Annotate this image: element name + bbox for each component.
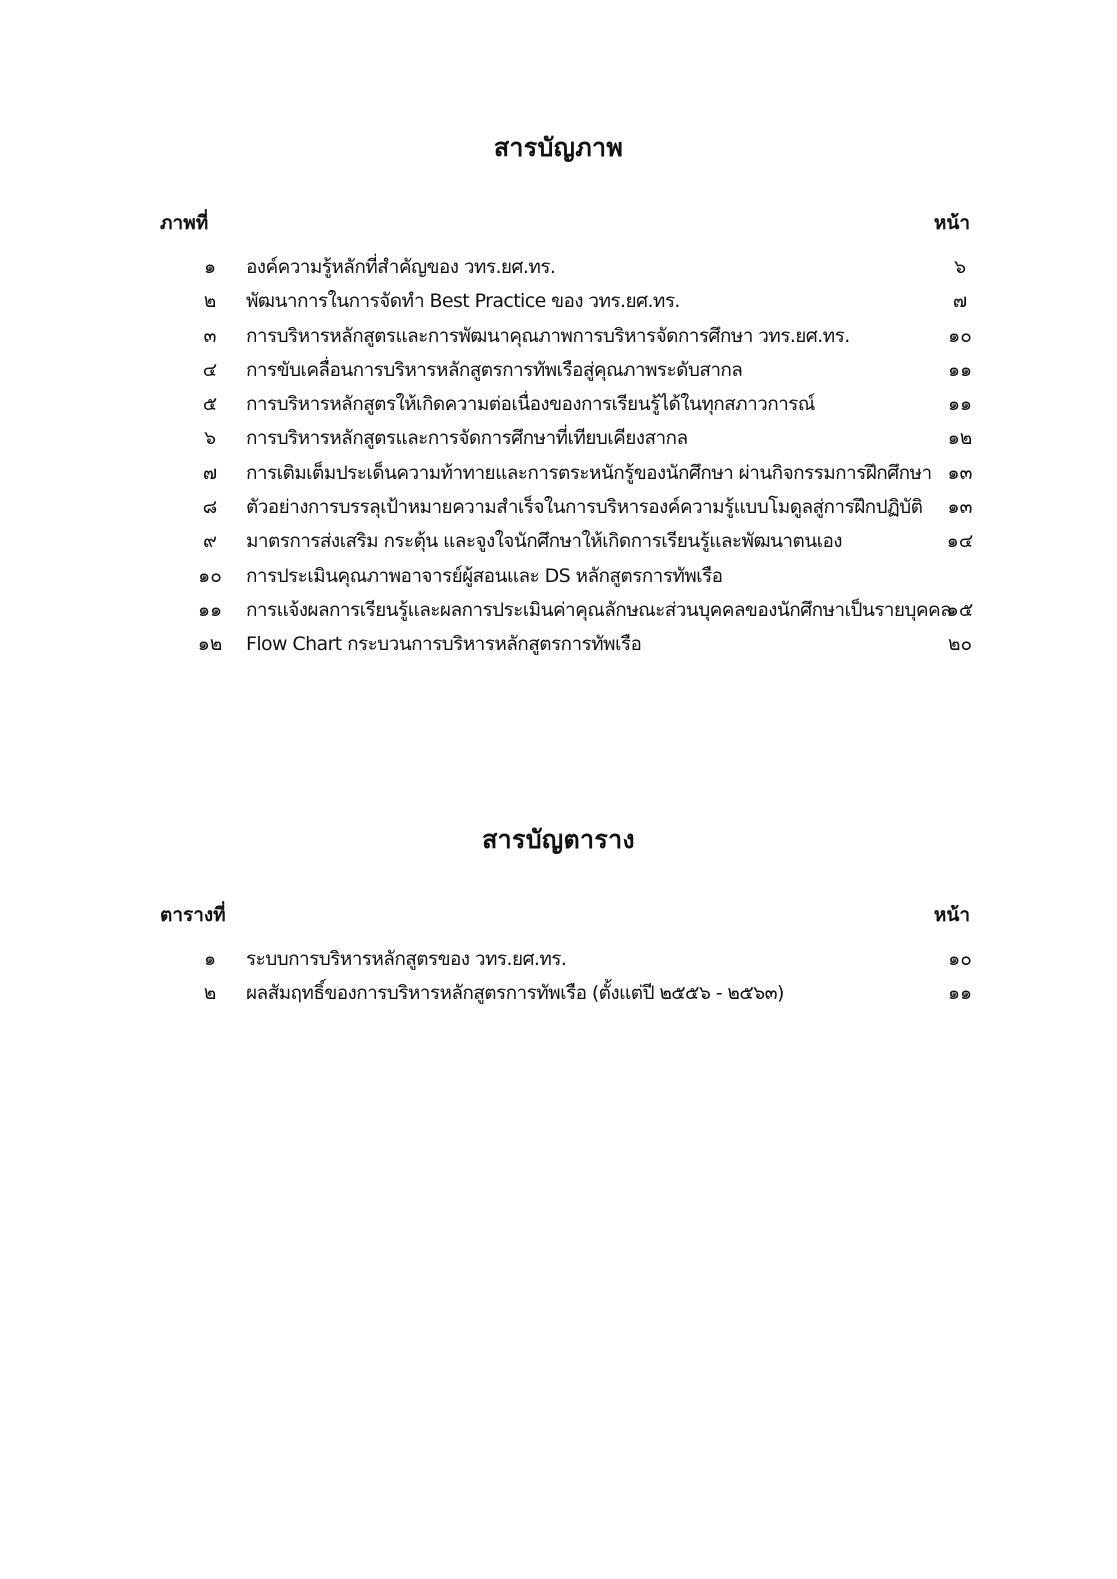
- entry-title: Flow Chart กระบวนการบริหารหลักสูตรการทัพเรือ: [246, 633, 642, 656]
- tables-entries: [0, 940, 1117, 1009]
- figure-list-row: [0, 557, 1117, 591]
- entry-page-number: ๑๔: [946, 530, 974, 553]
- figure-list-row: [0, 351, 1117, 385]
- entry-number: ๒: [203, 290, 217, 313]
- entry-page-number: ๑๓: [947, 461, 973, 484]
- entry-number: ๖: [203, 427, 217, 450]
- figure-list-row: [0, 454, 1117, 488]
- entry-number: ๘: [202, 496, 218, 519]
- figure-list-row: [0, 625, 1117, 659]
- entry-title: มาตรการส่งเสริม กระตุ้น และจูงใจนักศึกษาให้เกิดการเรียนรู้และพัฒนาตนเอง: [246, 530, 842, 553]
- figure-list-row: [0, 385, 1117, 419]
- entry-number: ๑: [203, 948, 217, 970]
- figures-list-header: [0, 208, 1117, 238]
- entry-number: ๓: [203, 324, 217, 347]
- entry-title: องค์ความรู้หลักที่สำคัญของ วทร.ยศ.ทร.: [246, 256, 556, 278]
- figure-list-row: [0, 317, 1117, 351]
- entry-number: ๙: [203, 530, 217, 553]
- entry-title: พัฒนาการในการจัดทำ Best Practice ของ วทร.ยศ.ทร.: [246, 290, 680, 313]
- table-list-row: [0, 940, 1117, 974]
- entry-number: ๑: [203, 256, 217, 278]
- entry-number: ๑๑: [197, 598, 223, 621]
- entry-page-number: ๗: [952, 290, 968, 313]
- page-column-header: หน้า: [933, 212, 970, 234]
- figures-list-section: [0, 128, 1117, 660]
- entry-number: ๕: [202, 393, 218, 416]
- figure-list-row: [0, 248, 1117, 282]
- entry-number: ๒: [203, 982, 217, 1005]
- entry-title: การบริหารหลักสูตรและการพัฒนาคุณภาพการบริหารจัดการศึกษา วทร.ยศ.ทร.: [246, 324, 850, 347]
- figure-list-row: [0, 282, 1117, 316]
- entry-page-number: ๑๐: [948, 324, 972, 347]
- entry-number: ๑๐: [198, 564, 222, 587]
- entry-number: ๔: [202, 358, 218, 381]
- entry-title: การประเมินคุณภาพอาจารย์ผู้สอนและ DS หลักสูตรการทัพเรือ: [246, 564, 723, 587]
- figure-list-row: [0, 522, 1117, 556]
- entry-title: ผลสัมฤทธิ์ของการบริหารหลักสูตรการทัพเรือ (ตั้งแต่ปี ๒๕๕๖ - ๒๕๖๓): [246, 982, 784, 1005]
- entry-page-number: ๑๓: [947, 496, 973, 519]
- entry-page-number: ๑๐: [948, 948, 972, 970]
- figure-number-column-header: ภาพที่: [160, 212, 209, 234]
- entry-title: การขับเคลื่อนการบริหารหลักสูตรการทัพเรือสู่คุณภาพระดับสากล: [246, 358, 743, 381]
- entry-number: ๗: [202, 461, 218, 484]
- entry-title: ระบบการบริหารหลักสูตรของ วทร.ยศ.ทร.: [246, 948, 567, 970]
- entry-page-number: ๑๒: [947, 427, 973, 450]
- figures-list-title: สารบัญภาพ: [493, 133, 624, 162]
- figure-list-row: [0, 591, 1117, 625]
- entry-page-number: ๑๑: [947, 358, 973, 381]
- tables-list-title: สารบัญตาราง: [482, 825, 635, 854]
- entry-page-number: ๑๕: [946, 598, 974, 621]
- entry-number: ๑๒: [197, 633, 223, 656]
- entry-title: การแจ้งผลการเรียนรู้และผลการประเมินค่าคุณลักษณะส่วนบุคคลของนักศึกษาเป็นรายบุคคล: [246, 598, 952, 621]
- entry-page-number: ๑๑: [947, 982, 973, 1005]
- table-list-row: [0, 974, 1117, 1008]
- figures-entries: [0, 248, 1117, 660]
- entry-page-number: ๒๐: [947, 633, 973, 656]
- entry-title: ตัวอย่างการบรรลุเป้าหมายความสำเร็จในการบริหารองค์ความรู้แบบโมดูลสู่การฝึกปฏิบัติ: [246, 496, 923, 519]
- entry-title: การเติมเต็มประเด็นความท้าทายและการตระหนักรู้ของนักศึกษา ผ่านกิจกรรมการฝึกศึกษา: [246, 461, 932, 484]
- entry-page-number: ๑๑: [947, 393, 973, 416]
- entry-title: การบริหารหลักสูตรให้เกิดความต่อเนื่องของการเรียนรู้ได้ในทุกสภาวการณ์: [246, 393, 815, 416]
- figure-list-row: [0, 488, 1117, 522]
- entry-page-number: ๖: [953, 256, 967, 278]
- entry-title: การบริหารหลักสูตรและการจัดการศึกษาที่เทียบเคียงสากล: [246, 427, 688, 450]
- tables-list-section: [0, 820, 1117, 1009]
- table-number-column-header: ตารางที่: [160, 904, 226, 926]
- figure-list-row: [0, 419, 1117, 453]
- page-column-header: หน้า: [933, 904, 970, 926]
- tables-list-header: [0, 900, 1117, 930]
